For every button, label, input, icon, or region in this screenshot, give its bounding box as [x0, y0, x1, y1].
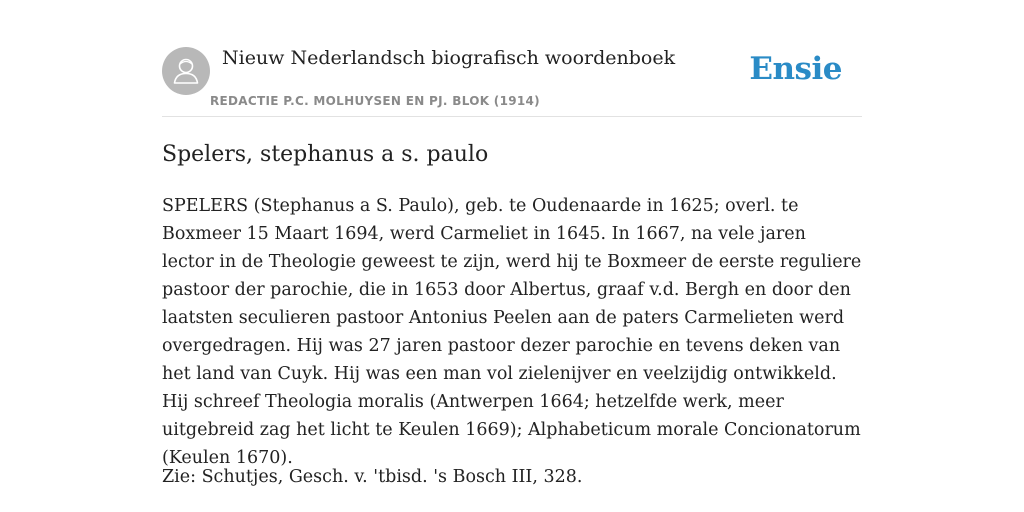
ensie-logo[interactable]: Ensie	[749, 51, 842, 87]
source-title[interactable]: Nieuw Nederlandsch biografisch woordenboek	[222, 47, 676, 69]
entry-body: SPELERS (Stephanus a S. Paulo), geb. te Oudenaarde in 1625; overl. te Boxmeer 15 Maart 1694, werd Carmeliet in 1645. In 1667, na vele jaren lector in de Theologie geweest te zijn, werd hij te Boxmeer de eerste reguliere pastoor der parochie, die in 1653 door Albertus, graaf v.d. Bergh en door den laatsten seculieren pastoor Antonius Peelen aan de paters Carmelieten werd overgedragen. Hij was 27 jaren pastoor dezer parochie en tevens deken van het land van Cuyk. Hij was een man vol zielenijver en veelzijdig ontwikkeld. Hij schreef Theologia moralis (Antwerpen 1664; hetzelfde werk, meer uitgebreid zag het licht te Keulen 1669); Alphabeticum morale Concionatorum (Keulen 1670).	[162, 196, 862, 468]
source-header	[162, 0, 862, 117]
avatar[interactable]	[162, 47, 210, 95]
page	[162, 0, 862, 487]
source-editors: REDACTIE P.C. MOLHUYSEN EN PJ. BLOK (1914)	[210, 94, 540, 108]
entry-reference: Zie: Schutjes, Gesch. v. 'tbisd. 's Bosch III, 328.	[162, 467, 583, 487]
entry-title: Spelers, stephanus a s. paulo	[162, 142, 489, 167]
user-silhouette-icon	[162, 47, 210, 95]
